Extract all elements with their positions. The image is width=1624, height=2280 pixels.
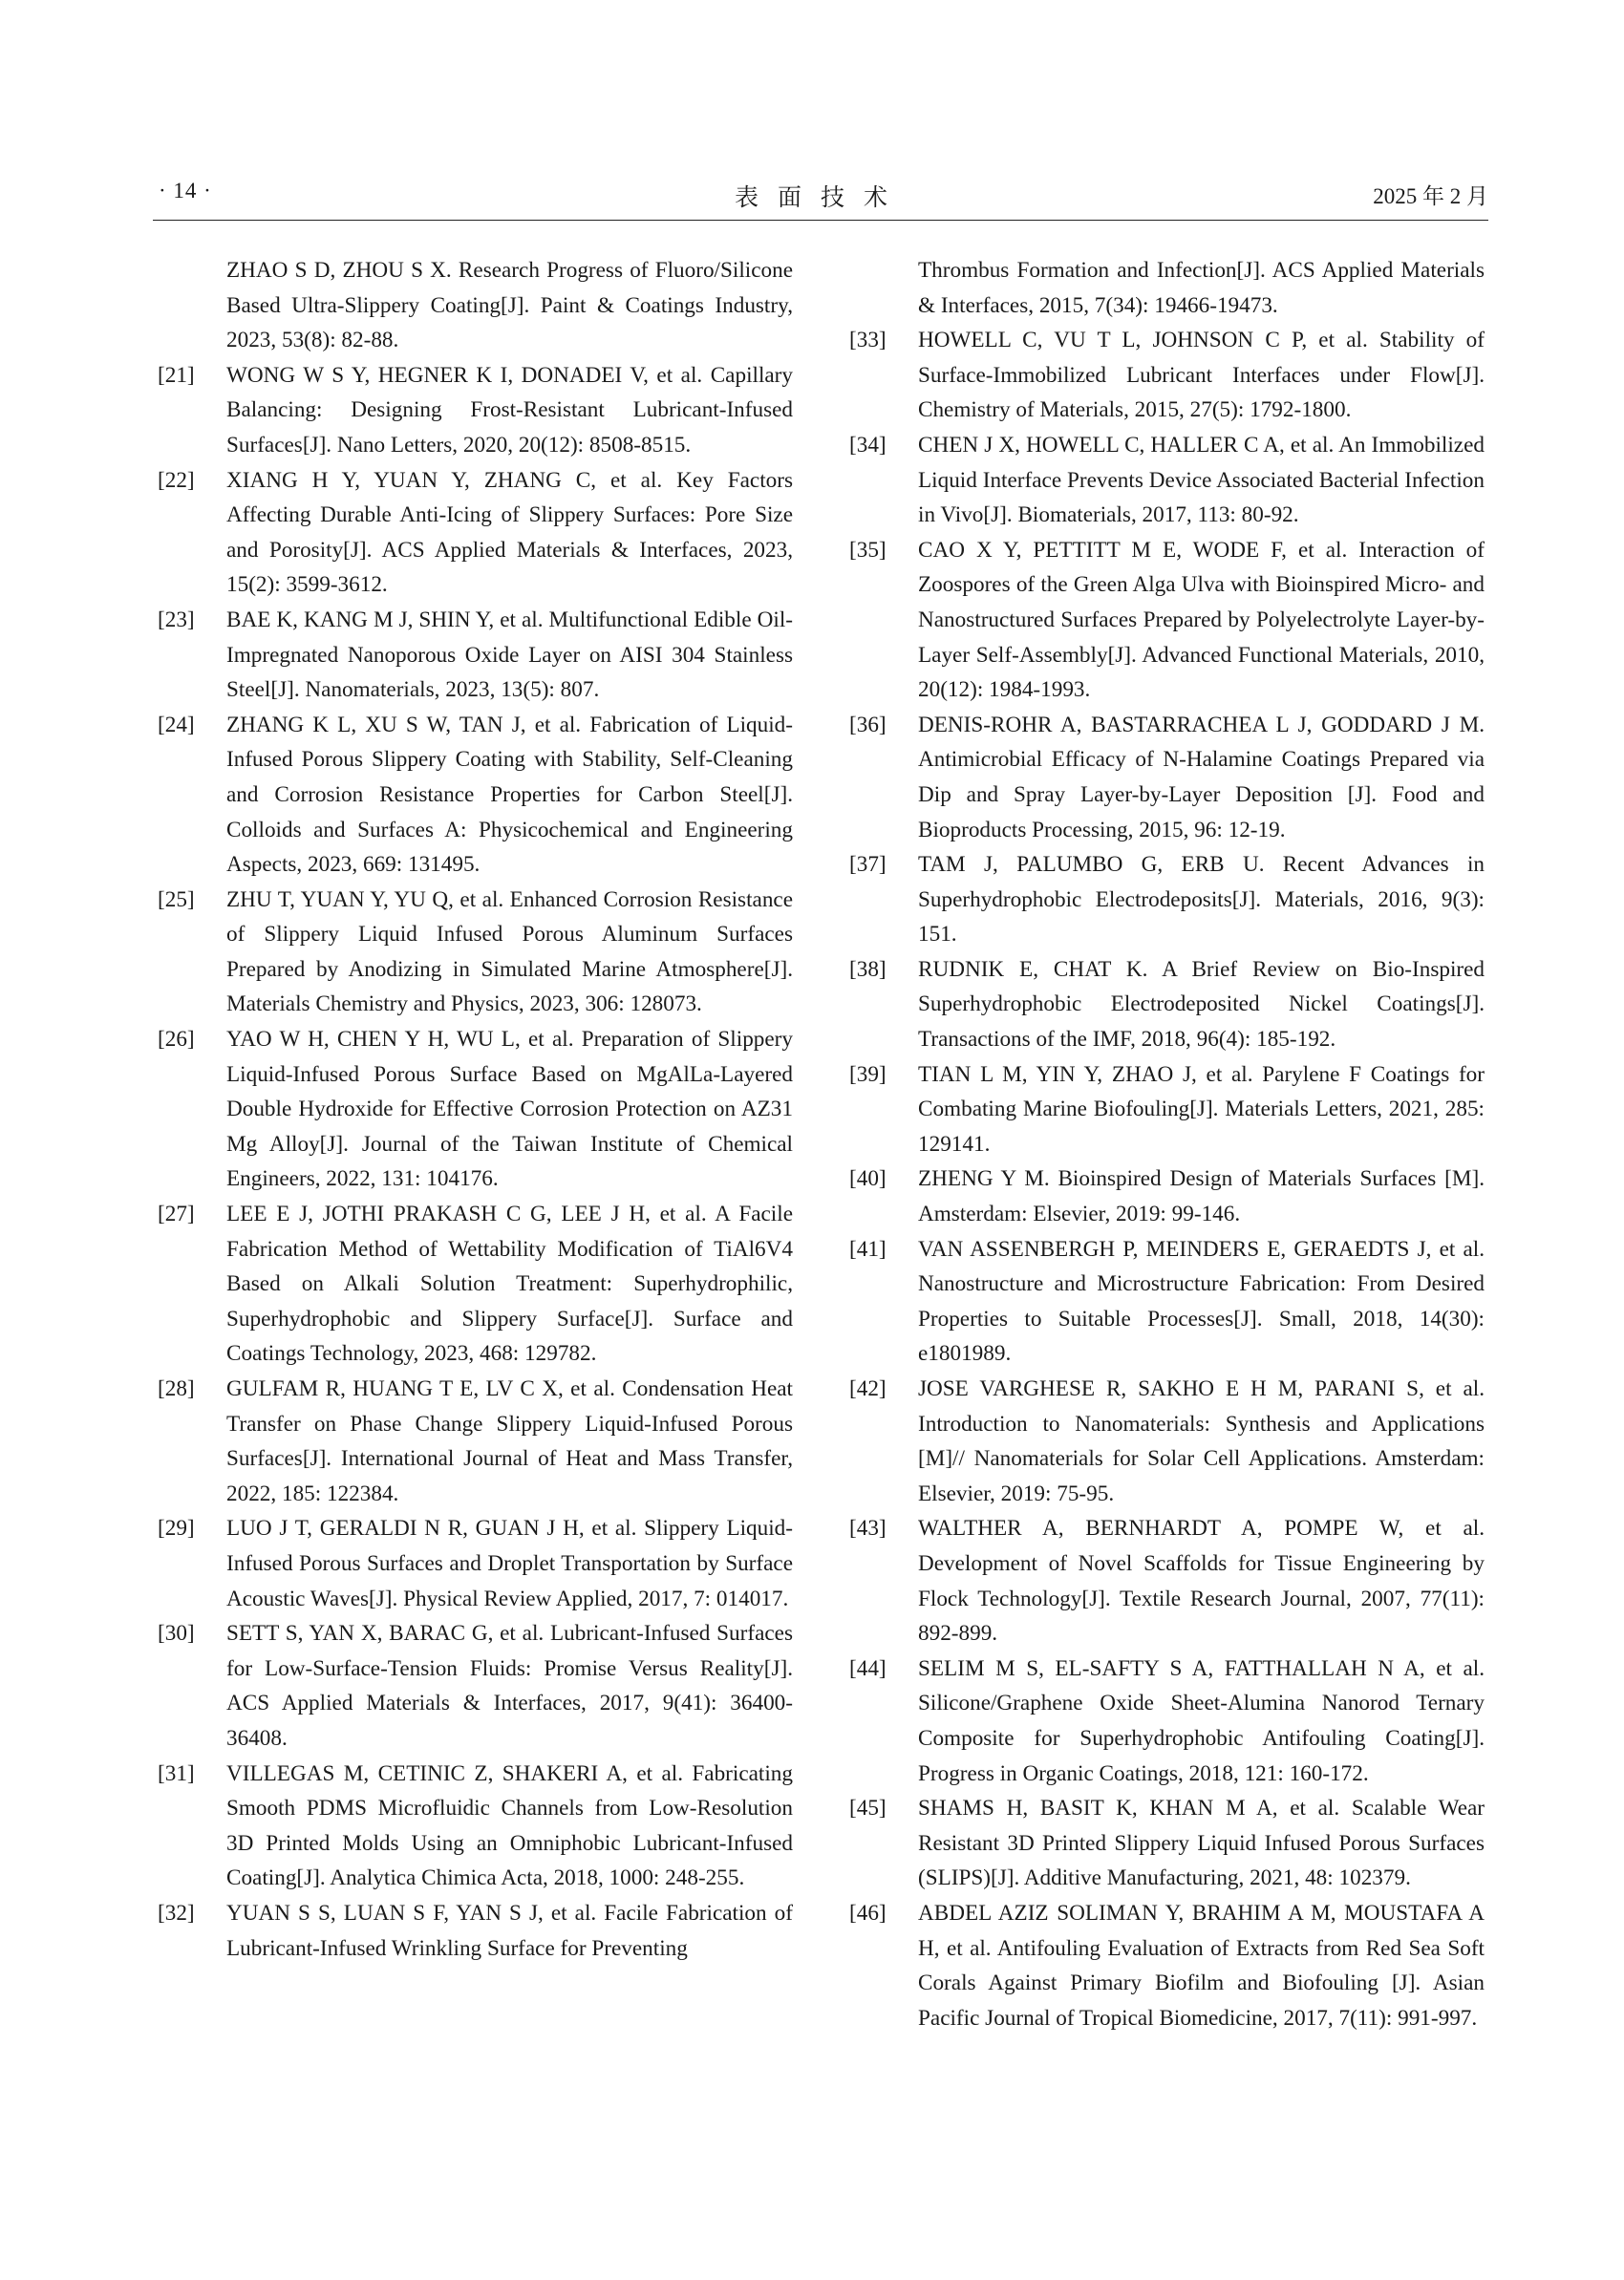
reference-number: [42] xyxy=(849,1376,887,1401)
reference-text: GULFAM R, HUANG T E, LV C X, et al. Condensation Heat Transfer on Phase Change Slippery Liquid-Infused Porous Surfaces[J]. International Journal of Heat and Mass Transfer, 2022, 185: 122384. xyxy=(226,1376,793,1506)
reference-number: [23] xyxy=(158,607,195,632)
reference-number: [27] xyxy=(158,1202,195,1227)
reference-text: TIAN L M, YIN Y, ZHAO J, et al. Parylene F Coatings for Combating Marine Biofouling[J]. Materials Letters, 2021, 285: 129141. xyxy=(918,1061,1485,1157)
reference-text: LEE E J, JOTHI PRAKASH C G, LEE J H, et al. A Facile Fabrication Method of Wettability Modification of TiAl6V4 Based on Alkali Solution Treatment: Superhydrophilic, Superhydrophobic and Slippery Surface[J]. Surface and Coatings Technology, 2023, 468: 129782. xyxy=(226,1202,793,1367)
issue-date: 2025 年 2 月 xyxy=(1373,184,1488,208)
reference-number: [22] xyxy=(158,467,195,493)
reference-entry xyxy=(158,1896,793,1966)
reference-text: Thrombus Formation and Infection[J]. ACS Applied Materials & Interfaces, 2015, 7(34): 19466-19473. xyxy=(918,258,1485,318)
reference-text: SETT S, YAN X, BARAC G, et al. Lubricant-Infused Surfaces for Low-Surface-Tension Fluids: Promise Versus Reality[J]. ACS Applied Materials & Interfaces, 2017, 9(41): 36400-36408. xyxy=(226,1621,793,1751)
reference-text: XIANG H Y, YUAN Y, ZHANG C, et al. Key Factors Affecting Durable Anti-Icing of Slippery Surfaces: Pore Size and Porosity[J]. ACS Applied Materials & Interfaces, 2023, 15(2): 3599-3612. xyxy=(226,467,793,598)
reference-entry xyxy=(158,1197,793,1372)
reference-entry xyxy=(849,708,1485,847)
reference-number: [38] xyxy=(849,956,887,982)
reference-number: [34] xyxy=(849,432,887,458)
reference-entry xyxy=(849,323,1485,428)
reference-text: WONG W S Y, HEGNER K I, DONADEI V, et al. Capillary Balancing: Designing Frost-Resistant Lubricant-Infused Surfaces[J]. Nano Letters, 2020, 20(12): 8508-8515. xyxy=(226,362,793,458)
reference-text: JOSE VARGHESE R, SAKHO E H M, PARANI S, et al. Introduction to Nanomaterials: Synthesis and Applications [M]// Nanomaterials for Solar Cell Applications. Amsterdam: Elsevier, 2019: 75-95. xyxy=(918,1376,1485,1506)
reference-number: [36] xyxy=(849,712,887,737)
reference-column-right xyxy=(849,253,1485,2035)
reference-entry xyxy=(849,253,1485,323)
reference-number: [29] xyxy=(158,1516,195,1542)
reference-text: YUAN S S, LUAN S F, YAN S J, et al. Facile Fabrication of Lubricant-Infused Wrinkling Surface for Preventing xyxy=(226,1900,793,1961)
reference-number: [32] xyxy=(158,1900,195,1926)
reference-text: YAO W H, CHEN Y H, WU L, et al. Preparation of Slippery Liquid-Infused Porous Surface Based on MgAlLa-Layered Double Hydroxide for Effective Corrosion Protection on AZ31 Mg Alloy[J]. Journal of the Taiwan Institute of Chemical Engineers, 2022, 131: 104176. xyxy=(226,1027,793,1192)
reference-text: CHEN J X, HOWELL C, HALLER C A, et al. An Immobilized Liquid Interface Prevents Device Associated Bacterial Infection in Vivo[J]. Biomaterials, 2017, 113: 80-92. xyxy=(918,432,1485,528)
reference-text: ZHU T, YUAN Y, YU Q, et al. Enhanced Corrosion Resistance of Slippery Liquid Infused Porous Aluminum Surfaces Prepared by Anodizing in Simulated Marine Atmosphere[J]. Materials Chemistry and Physics, 2023, 306: 128073. xyxy=(226,886,793,1017)
reference-number: [44] xyxy=(849,1655,887,1681)
reference-entry xyxy=(849,1651,1485,1791)
reference-number: [37] xyxy=(849,852,887,878)
reference-number: [31] xyxy=(158,1760,195,1786)
reference-entry xyxy=(158,1511,793,1616)
reference-number: [33] xyxy=(849,328,887,353)
reference-entry xyxy=(158,1616,793,1756)
reference-entry xyxy=(849,952,1485,1057)
reference-entry xyxy=(158,358,793,463)
journal-title: 表面技术 xyxy=(734,185,907,211)
page-number: · 14 · xyxy=(159,179,212,202)
reference-text: VILLEGAS M, CETINIC Z, SHAKERI A, et al. Fabricating Smooth PDMS Microfluidic Channels from Low-Resolution 3D Printed Molds Using an Omniphobic Lubricant-Infused Coating[J]. Analytica Chimica Acta, 2018, 1000: 248-255. xyxy=(226,1760,793,1891)
reference-number: [45] xyxy=(849,1796,887,1822)
reference-entry xyxy=(849,1372,1485,1511)
header-rule xyxy=(153,220,1488,221)
reference-entry xyxy=(849,1791,1485,1896)
reference-text: DENIS-ROHR A, BASTARRACHEA L J, GODDARD J M. Antimicrobial Efficacy of N-Halamine Coatings Prepared via Dip and Spray Layer-by-Layer Deposition [J]. Food and Bioproducts Processing, 2015, 96: 12-19. xyxy=(918,712,1485,842)
reference-number: [40] xyxy=(849,1166,887,1192)
reference-entry xyxy=(158,1757,793,1896)
reference-text: WALTHER A, BERNHARDT A, POMPE W, et al. Development of Novel Scaffolds for Tissue Engineering by Flock Technology[J]. Textile Research Journal, 2007, 77(11): 892-899. xyxy=(918,1516,1485,1647)
reference-text: VAN ASSENBERGH P, MEINDERS E, GERAEDTS J, et al. Nanostructure and Microstructure Fabrication: From Desired Properties to Suitable Processes[J]. Small, 2018, 14(30): e1801989. xyxy=(918,1236,1485,1367)
reference-entry xyxy=(849,533,1485,708)
reference-entry xyxy=(849,1896,1485,2035)
reference-text: BAE K, KANG M J, SHIN Y, et al. Multifunctional Edible Oil-Impregnated Nanoporous Oxide Layer on AISI 304 Stainless Steel[J]. Nanomaterials, 2023, 13(5): 807. xyxy=(226,607,793,703)
reference-entry xyxy=(158,603,793,708)
reference-number: [46] xyxy=(849,1900,887,1926)
reference-entry xyxy=(158,463,793,603)
reference-text: RUDNIK E, CHAT K. A Brief Review on Bio-Inspired Superhydrophobic Electrodeposited Nickel Coatings[J]. Transactions of the IMF, 2018, 96(4): 185-192. xyxy=(918,956,1485,1053)
reference-number: [28] xyxy=(158,1376,195,1401)
reference-entry xyxy=(158,708,793,883)
reference-number: [43] xyxy=(849,1516,887,1542)
reference-text: HOWELL C, VU T L, JOHNSON C P, et al. Stability of Surface-Immobilized Lubricant Interfaces under Flow[J]. Chemistry of Materials, 2015, 27(5): 1792-1800. xyxy=(918,328,1485,423)
reference-entry xyxy=(849,1511,1485,1651)
reference-entry xyxy=(158,883,793,1022)
reference-number: [25] xyxy=(158,886,195,912)
reference-entry xyxy=(849,1232,1485,1372)
reference-entry xyxy=(158,253,793,358)
reference-number: [41] xyxy=(849,1236,887,1262)
reference-text: ZHENG Y M. Bioinspired Design of Materials Surfaces [M]. Amsterdam: Elsevier, 2019: 99-146. xyxy=(918,1166,1485,1227)
reference-number: [35] xyxy=(849,537,887,563)
reference-text: SELIM M S, EL-SAFTY S A, FATTHALLAH N A, et al. Silicone/Graphene Oxide Sheet-Alumina Nanorod Ternary Composite for Superhydrophobic Antifouling Coating[J]. Progress in Organic Coatings, 2018, 121: 160-172. xyxy=(918,1655,1485,1786)
reference-number: [26] xyxy=(158,1027,195,1053)
reference-number: [21] xyxy=(158,362,195,388)
reference-text: ZHANG K L, XU S W, TAN J, et al. Fabrication of Liquid-Infused Porous Slippery Coating with Stability, Self-Cleaning and Corrosion Resistance Properties for Carbon Steel[J]. Colloids and Surfaces A: Physicochemical and Engineering Aspects, 2023, 669: 131495. xyxy=(226,712,793,878)
reference-text: CAO X Y, PETTITT M E, WODE F, et al. Interaction of Zoospores of the Green Alga Ulva with Bioinspired Micro- and Nanostructured Surfaces Prepared by Polyelectrolyte Layer-by-Layer Self-Assembly[J]. Advanced Functional Materials, 2010, 20(12): 1984-1993. xyxy=(918,537,1485,703)
reference-text: TAM J, PALUMBO G, ERB U. Recent Advances in Superhydrophobic Electrodeposits[J]. Materials, 2016, 9(3): 151. xyxy=(918,852,1485,948)
reference-entry xyxy=(849,1057,1485,1162)
reference-number: [39] xyxy=(849,1061,887,1087)
reference-text: ABDEL AZIZ SOLIMAN Y, BRAHIM A M, MOUSTAFA A H, et al. Antifouling Evaluation of Extracts from Red Sea Soft Corals Against Primary Biofilm and Biofouling [J]. Asian Pacific Journal of Tropical Biomedicine, 2017, 7(11): 991-997. xyxy=(918,1900,1485,2031)
reference-text: ZHAO S D, ZHOU S X. Research Progress of Fluoro/Silicone Based Ultra-Slippery Coating[J]. Paint & Coatings Industry, 2023, 53(8): 82-88. xyxy=(226,258,793,353)
reference-column-left xyxy=(158,253,793,1966)
reference-number: [30] xyxy=(158,1621,195,1647)
page-header xyxy=(153,179,1488,211)
reference-entry xyxy=(158,1372,793,1511)
reference-text: LUO J T, GERALDI N R, GUAN J H, et al. Slippery Liquid-Infused Porous Surfaces and Droplet Transportation by Surface Acoustic Waves[J]. Physical Review Applied, 2017, 7: 014017. xyxy=(226,1516,793,1611)
reference-entry xyxy=(849,1161,1485,1231)
reference-entry xyxy=(849,847,1485,952)
reference-text: SHAMS H, BASIT K, KHAN M A, et al. Scalable Wear Resistant 3D Printed Slippery Liquid Infused Porous Surfaces (SLIPS)[J]. Additive Manufacturing, 2021, 48: 102379. xyxy=(918,1796,1485,1891)
reference-entry xyxy=(158,1022,793,1197)
reference-number: [24] xyxy=(158,712,195,737)
reference-entry xyxy=(849,428,1485,533)
